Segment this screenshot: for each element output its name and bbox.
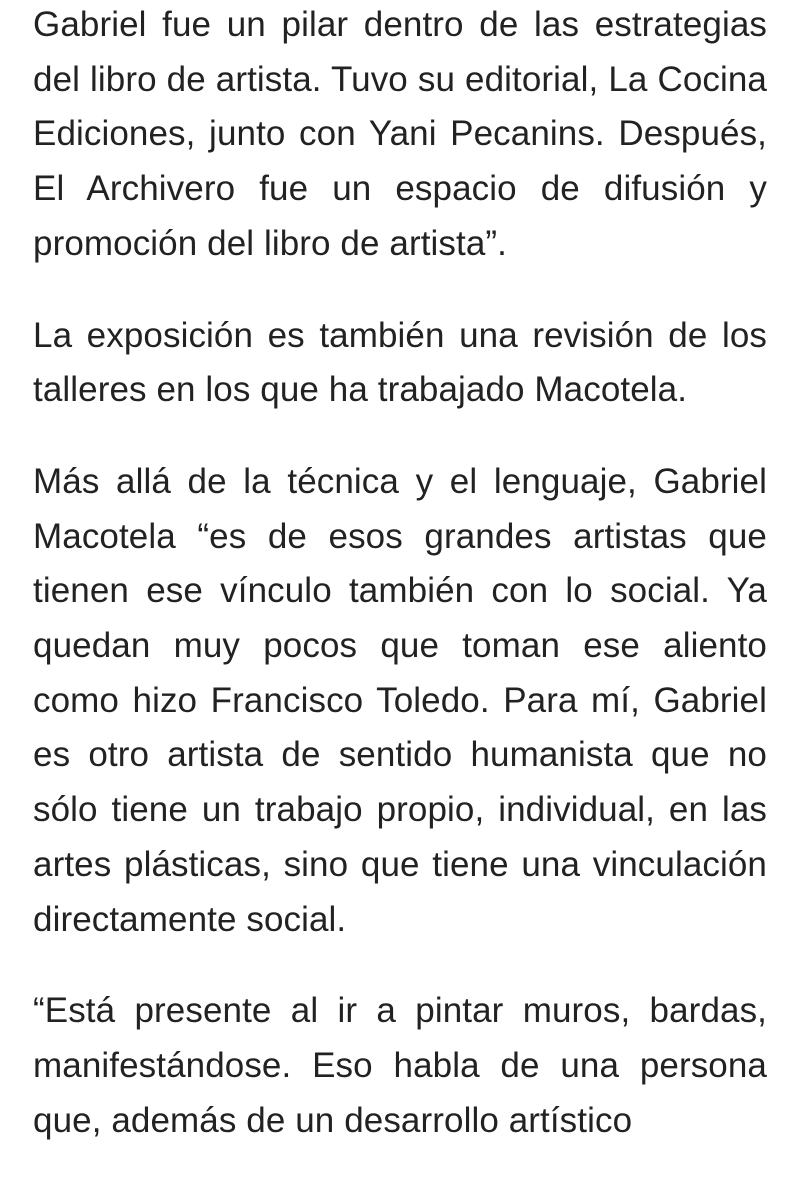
- article-body: [33, 0, 767, 1185]
- article-paragraph-3: Más allá de la técnica y el lenguaje, Gabriel Macotela “es de esos grandes artistas que tienen ese vínculo también con lo social. Ya quedan muy pocos que toman ese aliento como hizo Francisco Toledo. Para mí, Gabriel es otro artista de sentido humanista que no sólo tiene un trabajo propio, individual, en las artes plásticas, sino que tiene una vinculación directamente social.: [33, 461, 767, 939]
- article-paragraph-1: Gabriel fue un pilar dentro de las estrategias del libro de artista. Tuvo su editorial, La Cocina Ediciones, junto con Yani Pecanins. Después, El Archivero fue un espacio de difusión y promoción del libro de artista”.: [33, 5, 767, 263]
- article-paragraph-4: “Está presente al ir a pintar muros, bardas, manifestándose. Eso habla de una persona que, además de un desarrollo artístico: [33, 991, 767, 1140]
- article-paragraph-2: La exposición es también una revisión de los talleres en los que ha trabajado Macotela.: [33, 315, 767, 410]
